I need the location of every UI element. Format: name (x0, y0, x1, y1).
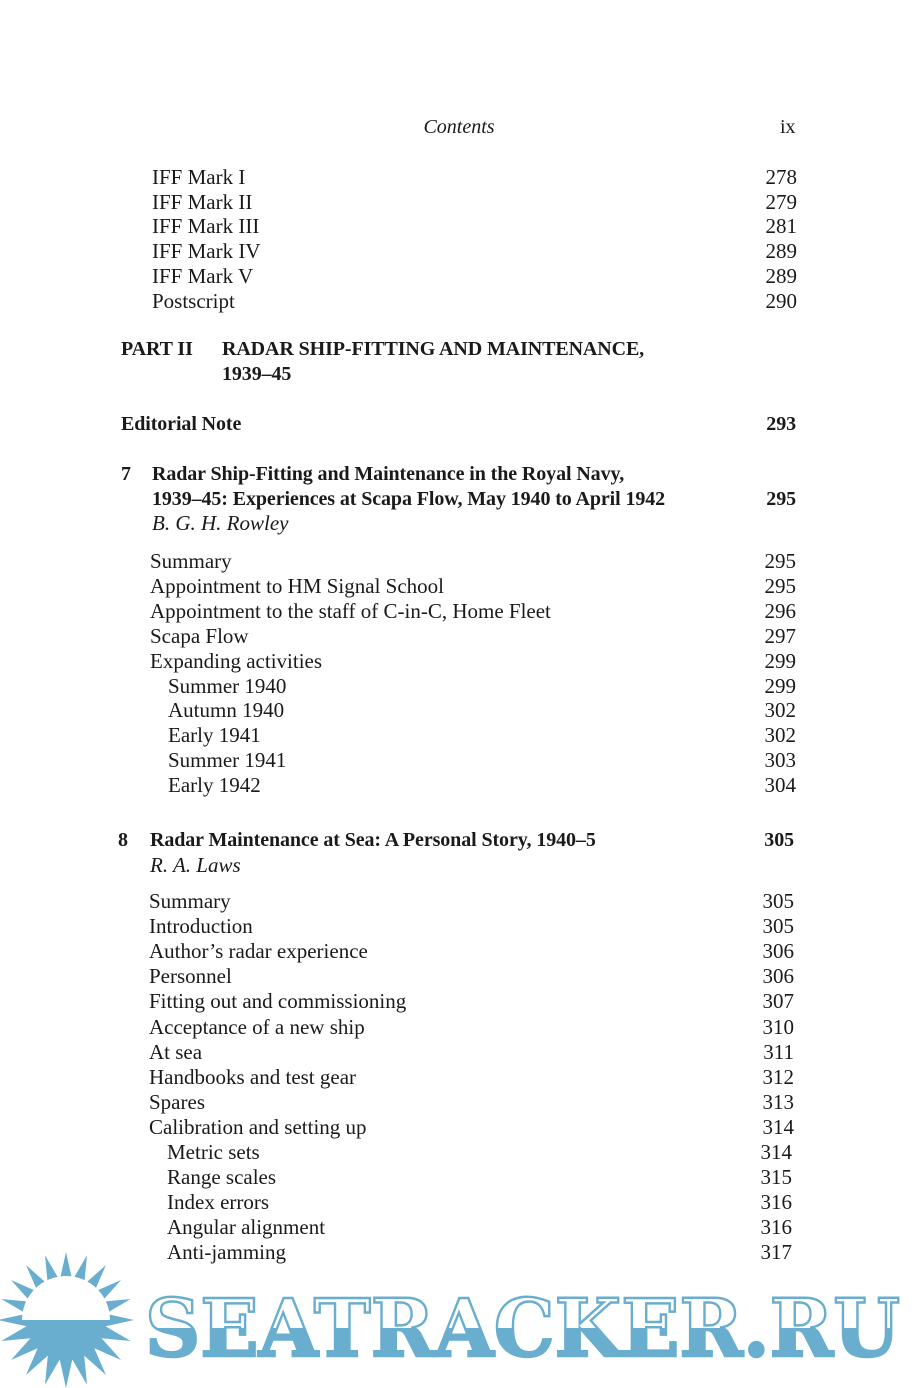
page-ref: 314 (760, 1140, 792, 1164)
page-ref: 313 (762, 1089, 794, 1114)
toc-entry: Expanding activities (150, 648, 323, 673)
page-ref: 290 (765, 288, 797, 313)
page-ref: 311 (763, 1039, 794, 1064)
page-ref: 302 (764, 698, 796, 723)
page-ref: 316 (760, 1215, 792, 1240)
toc-entry: Summer 1941 (168, 748, 287, 773)
toc-entry: Index errors (167, 1190, 270, 1215)
page-ref: 289 (765, 239, 797, 264)
chapter-author: R. A. Laws (150, 852, 241, 877)
page-ref: 289 (765, 263, 797, 288)
toc-entry: Spares (149, 1089, 205, 1114)
toc-entry: IFF Mark II (152, 189, 253, 214)
page-ref: 295 (764, 549, 796, 573)
chapter-number: 7 (121, 463, 131, 485)
chapter-title: Radar Ship-Fitting and Maintenance in the Royal Navy, (152, 463, 625, 485)
toc-entry: IFF Mark V (152, 263, 254, 288)
page-ref: 315 (760, 1165, 792, 1190)
toc-entry: IFF Mark III (152, 214, 260, 239)
toc-entry: Handbooks and test gear (149, 1064, 357, 1089)
toc-entry: IFF Mark I (152, 165, 246, 189)
toc-entry: Autumn 1940 (168, 698, 285, 723)
chapter-title: 1939–45: Experiences at Scapa Flow, May 1940 to April 1942 (152, 487, 666, 510)
toc-entry: Fitting out and commissioning (149, 989, 407, 1014)
chapter-author: B. G. H. Rowley (152, 511, 289, 536)
toc-entry: Personnel (149, 964, 232, 989)
toc-entry: Calibration and setting up (149, 1114, 367, 1139)
page-ref: 307 (762, 989, 794, 1014)
toc-entry: Appointment to HM Signal School (150, 573, 444, 598)
page-ref: 302 (764, 723, 796, 748)
toc-entry: Postscript (152, 288, 235, 313)
toc-entry: Summary (150, 549, 232, 573)
page-ref: 295 (764, 573, 796, 598)
toc-entry: Anti-jamming (167, 1240, 286, 1265)
running-header-title: Contents (423, 116, 495, 138)
page-ref: 305 (762, 914, 794, 939)
page-ref: 305 (762, 889, 794, 913)
sun-logo-icon (0, 1252, 134, 1388)
page-ref: 317 (760, 1240, 792, 1265)
toc-entry: Summary (149, 889, 231, 913)
page-ref: 299 (764, 648, 796, 673)
toc-entry: Range scales (167, 1165, 277, 1190)
chapter-number: 8 (118, 829, 128, 851)
part-title: RADAR SHIP-FITTING AND MAINTENANCE, (222, 338, 645, 360)
page-ref: 312 (762, 1064, 794, 1089)
page-ref: 293 (766, 413, 796, 435)
toc-entry: Angular alignment (167, 1215, 326, 1240)
page-ref: 314 (762, 1114, 794, 1139)
toc-entry: Author’s radar experience (149, 939, 368, 964)
toc-entry: Introduction (149, 914, 253, 939)
page-ref: 310 (762, 1014, 794, 1039)
page-ref: 295 (766, 487, 796, 510)
page-ref: 304 (764, 773, 796, 798)
part-title-line2: 1939–45 (222, 363, 292, 385)
toc-entry: Early 1942 (168, 773, 261, 798)
toc-entry: IFF Mark IV (152, 239, 261, 264)
toc-entry: Metric sets (167, 1140, 260, 1164)
toc-entry: Acceptance of a new ship (149, 1014, 365, 1039)
page-ref: 296 (764, 598, 796, 623)
toc-entry: Scapa Flow (150, 623, 249, 648)
svg-text:SEATRACKER.RU: SEATRACKER.RU (145, 1281, 900, 1375)
seatracker-watermark (0, 1252, 915, 1388)
page-ref: 281 (765, 214, 797, 239)
page-ref: 278 (765, 165, 797, 189)
toc-entry: Summer 1940 (168, 673, 287, 698)
page-ref: 279 (765, 189, 797, 214)
page-ref: 297 (764, 623, 796, 648)
page-ref: 316 (760, 1190, 792, 1215)
page-ref: 306 (762, 939, 794, 964)
toc-entry: At sea (149, 1039, 203, 1064)
toc-entry: Early 1941 (168, 723, 261, 748)
page-ref: 299 (764, 673, 796, 698)
part-label: PART II (121, 338, 193, 360)
chapter-title: Radar Maintenance at Sea: A Personal Story, 1940–5 (150, 829, 596, 851)
page-ref: 306 (762, 964, 794, 989)
toc-entry: Appointment to the staff of C-in-C, Home Fleet (150, 598, 551, 623)
page-ref: 305 (764, 829, 794, 851)
page-number: ix (780, 116, 796, 138)
editorial-note: Editorial Note (121, 413, 242, 435)
page-ref: 303 (764, 748, 796, 773)
